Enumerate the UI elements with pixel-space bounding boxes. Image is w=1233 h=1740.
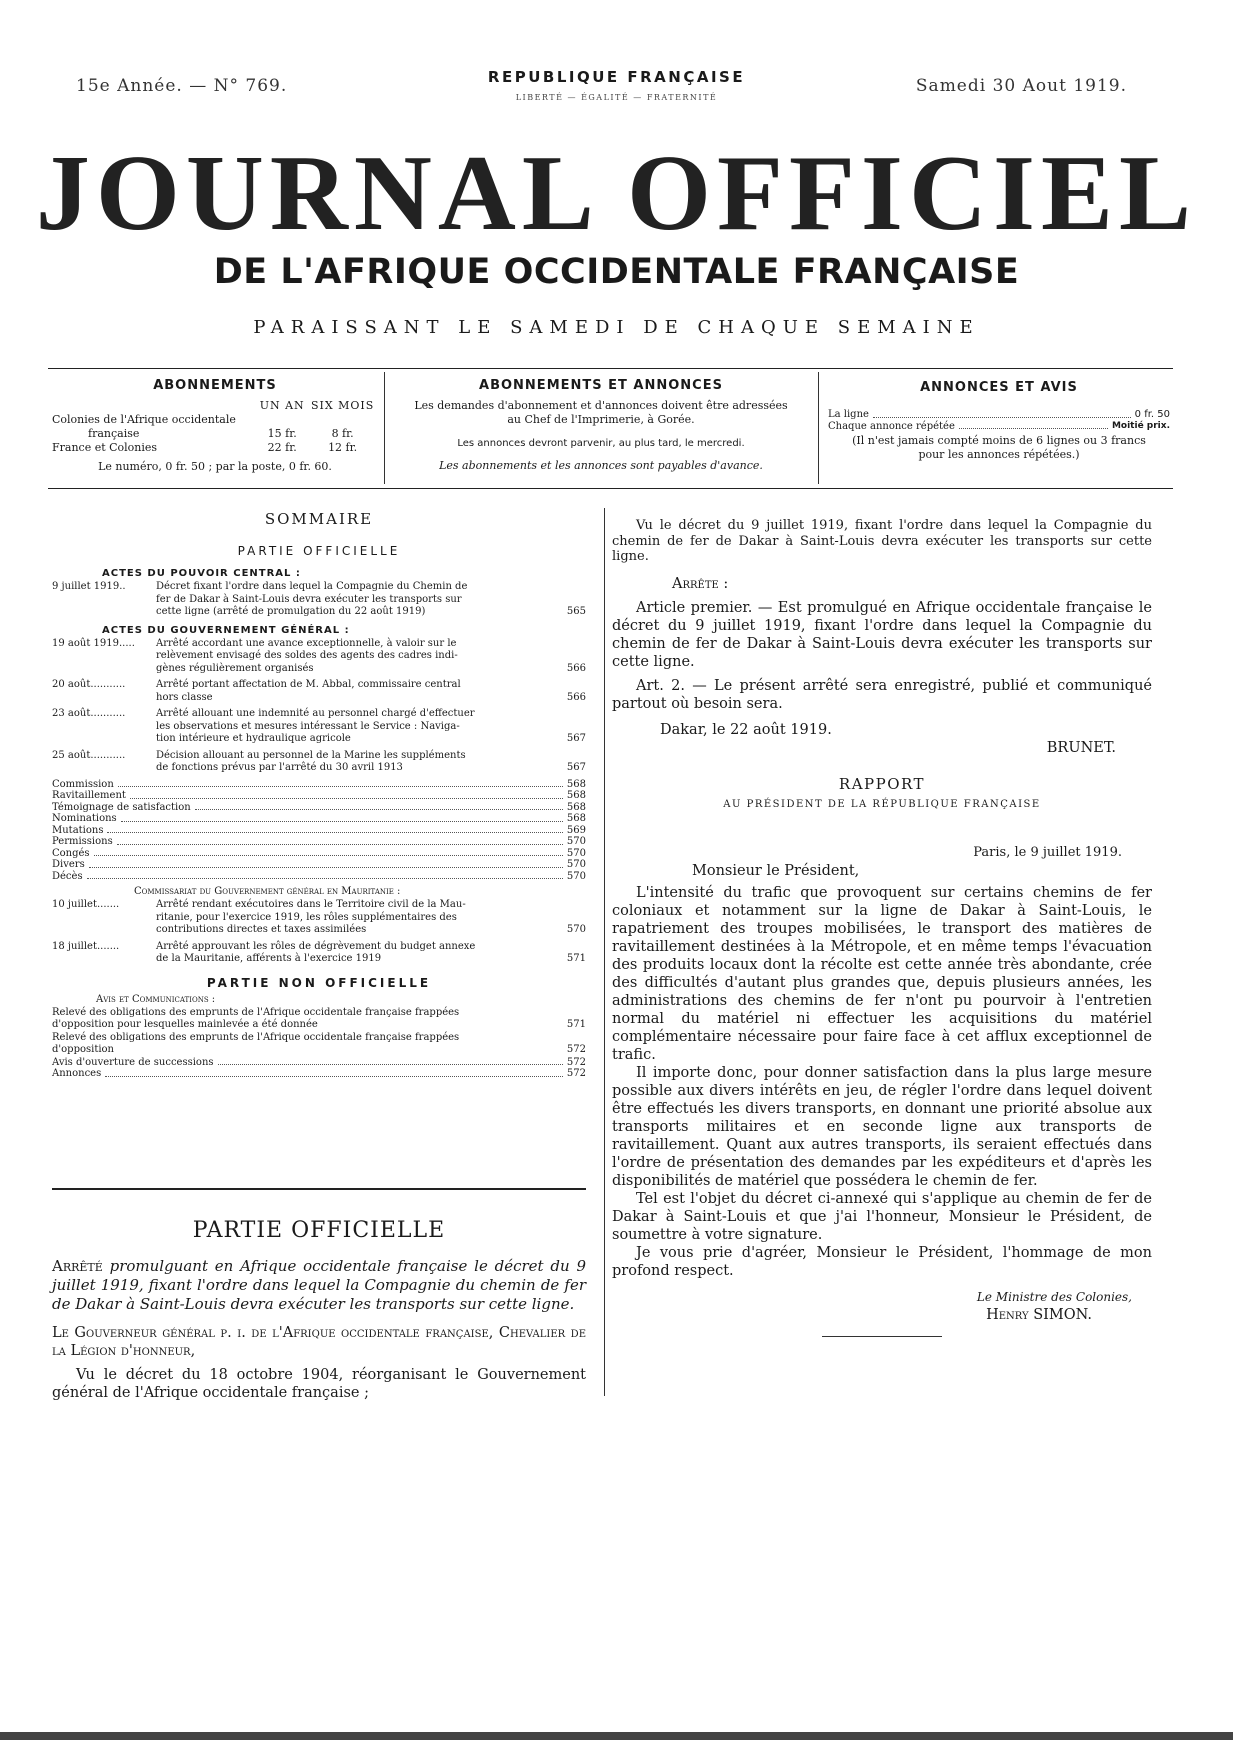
ads-note-1: (Il n'est jamais compté moins de 6 lignes ou 3 francs xyxy=(852,434,1146,447)
journal-title: JOURNAL OFFICIEL xyxy=(35,134,1198,253)
salutation: Monsieur le Président, xyxy=(692,862,860,879)
vu-decree-1919: Vu le décret du 9 juillet 1919, fixant l'ordre dans lequel la Compagnie du chemin de fer de Dakar à Saint-Louis devra exécuter les transports sur cette ligne. xyxy=(612,518,1152,564)
sommaire-bottom-rule xyxy=(52,1188,586,1190)
rapport-paragraph-4: Je vous prie d'agréer, Monsieur le Président, l'hommage de mon profond respect. xyxy=(612,1244,1152,1279)
rapport-paragraph-3: Tel est l'objet du décret ci-annexé qui s'applique au chemin de fer de Dakar à Saint-Louis et que j'ai l'honneur, Monsieur le Président, de soumettre à votre signature. xyxy=(612,1190,1152,1243)
right-column xyxy=(612,518,1152,1337)
article-2: Art. 2. — Le présent arrêté sera enregistré, publié et communiqué partout où besoin sera. xyxy=(612,677,1152,712)
toc-line: Décès 570 xyxy=(52,870,586,882)
avis-heading: Avis et Communications : xyxy=(96,993,216,1005)
ads-deadline: Les annonces devront parvenir, au plus tard, le mercredi. xyxy=(457,438,745,449)
toc-line: Commission 568 xyxy=(52,778,586,790)
ads-note-2: pour les annonces répétées.) xyxy=(918,448,1080,461)
rate-year: 15 fr. xyxy=(267,427,297,440)
toc-line: Avis d'ouverture de successions 572 xyxy=(52,1056,586,1068)
republic-motto: LIBERTÉ — ÉGALITÉ — FRATERNITÉ xyxy=(515,93,718,102)
column-divider xyxy=(604,508,605,1396)
paris-date: Paris, le 9 juillet 1919. xyxy=(973,844,1122,860)
edition-number: 15e Année. — N° 769. xyxy=(76,76,288,96)
republic-heading: REPUBLIQUE FRANÇAISE xyxy=(487,68,746,86)
toc-entry: Relevé des obligations des emprunts de l'Afrique occidentale française frappées d'opposition pour lesquelles mainlevée a été donnée 571 xyxy=(52,1006,586,1030)
ads-heading: ANNONCES ET AVIS xyxy=(920,380,1078,395)
nonofficial-part-heading: PARTIE NON OFFICIELLE xyxy=(206,975,432,990)
box-top-rule xyxy=(48,368,1173,369)
toc-line: Nominations 568 xyxy=(52,813,586,824)
payment-note: Les abonnements et les annonces sont payables d'avance. xyxy=(439,459,763,472)
publication-frequency: PARAISSANT LE SAMEDI DE CHAQUE SEMAINE xyxy=(253,317,980,338)
subs-ads-panel xyxy=(392,378,810,473)
article-1: Article premier. — Est promulgué en Afrique occidentale française le décret du 9 juillet 1919, fixant l'ordre dans lequel la Compagnie du chemin de fer de Dakar à Saint-Louis devra exécuter les transports sur cette ligne. xyxy=(612,599,1152,670)
toc-entry: 18 juillet....... Arrêté approuvant les rôles de dégrèvement du budget annexe de la Mauritanie, afférents à l'exercice 1919 571 xyxy=(52,940,586,964)
subscription-rates xyxy=(52,399,378,455)
closing-rule xyxy=(822,1336,942,1337)
rate-six: 12 fr. xyxy=(328,441,358,454)
toc-entry: 19 août 1919..... Arrêté accordant une avance exceptionnelle, à valoir sur le relèvement envisagé des soldes des agents des cadres indi- gènes régulièrement organisés 566 xyxy=(52,637,586,674)
rate-year: 22 fr. xyxy=(267,441,297,454)
repeat-rate: Chaque annonce répétée Moitié prix. xyxy=(828,420,1170,432)
subs-ads-heading: ABONNEMENTS ET ANNONCES xyxy=(479,378,723,393)
sommaire xyxy=(52,510,586,1080)
subscriptions-panel xyxy=(52,378,378,474)
col-six-months: SIX MOIS xyxy=(310,399,375,412)
arrete-title: Arrêté promulguant en Afrique occidentale française le décret du 9 juillet 1919, fixant l'ordre dans lequel la Compagnie du chemin de fer de Dakar à Saint-Louis devra exécuter les transports sur cette ligne. xyxy=(52,1257,586,1313)
box-divider-left xyxy=(384,372,385,484)
rate-label: Colonies de l'Afrique occidentale française xyxy=(52,413,236,440)
minister-title: Le Ministre des Colonies, xyxy=(976,1289,1132,1304)
toc-entry: 20 août........... Arrêté portant affectation de M. Abbal, commissaire central hors classe 566 xyxy=(52,679,586,703)
toc-entry: 10 juillet....... Arrêté rendant exécutoires dans le Territoire civil de la Mau- ritanie, pour l'exercice 1919, les rôles supplémentaires des contributions directes et taxes assimilées 570 xyxy=(52,899,586,935)
minister-name: Henry SIMON. xyxy=(986,1306,1092,1323)
toc-line: Congés 570 xyxy=(52,847,586,859)
toc-line: Divers 570 xyxy=(52,859,586,870)
general-acts-heading: ACTES DU GOUVERNEMENT GÉNÉRAL : xyxy=(102,624,350,636)
toc-entry: Relevé des obligations des emprunts de l'Afrique occidentale française frappées d'opposition 572 xyxy=(52,1031,586,1055)
line-rate: La ligne 0 fr. 50 xyxy=(828,409,1170,420)
toc-line: Ravitaillement 568 xyxy=(52,790,586,801)
rate-six: 8 fr. xyxy=(331,427,354,440)
col-one-year: UN AN xyxy=(259,399,305,412)
rapport-heading: RAPPORT xyxy=(838,774,926,793)
issue-price: Le numéro, 0 fr. 50 ; par la poste, 0 fr. 60. xyxy=(98,460,332,473)
central-acts-heading: ACTES DU POUVOIR CENTRAL : xyxy=(102,568,301,579)
issue-date: Samedi 30 Aout 1919. xyxy=(915,76,1127,96)
signature-brunet: BRUNET. xyxy=(1046,739,1116,756)
subs-ads-line2: au Chef de l'Imprimerie, à Gorée. xyxy=(507,413,695,426)
toc-line: Permissions 570 xyxy=(52,836,586,847)
toc-entry: 25 août........... Décision allouant au personnel de la Marine les suppléments de fonctions prévus par l'arrêté du 30 avril 1913 567 xyxy=(52,749,586,773)
rapport-recipient: AU PRÉSIDENT DE LA RÉPUBLIQUE FRANÇAISE xyxy=(723,798,1041,810)
rapport-paragraph-1: L'intensité du trafic que provoquent sur certains chemins de fer coloniaux et notamment sur la ligne de Dakar à Saint-Louis, le rapatriement des troupes mobilisées, le transport des matières de ravitaillement destinées à la Métropole, et en même temps l'évacuation des produits locaux dont la récolte est cette année très abondante, crée des difficultés d'autant plus grandes que, depuis plusieurs années, les administrations des chemins de fer n'ont pu pourvoir à l'entretien normal du matériel ni effectuer les acquisitions du matériel complémentaire nécessaire pour faire face à cet afflux exceptionnel de trafic. xyxy=(612,884,1152,1063)
dakar-date: Dakar, le 22 août 1919. xyxy=(660,721,832,738)
box-bottom-rule xyxy=(48,488,1173,489)
journal-subtitle: DE L'AFRIQUE OCCIDENTALE FRANÇAISE xyxy=(213,252,1020,292)
ads-panel xyxy=(828,380,1170,462)
box-divider-right xyxy=(818,372,819,484)
arrete-label: Arrête : xyxy=(672,575,729,592)
official-section xyxy=(52,1218,586,1402)
toc-entry: 9 juillet 1919.. Décret fixant l'ordre dans lequel la Compagnie du Chemin de fer de Dakar à Saint-Louis devra exécuter les transports sur cette ligne (arrêté de promulgation du 22 août 1919) 565 xyxy=(52,581,586,617)
governor-line: Le Gouverneur général p. i. de l'Afrique occidentale française, Chevalier de la Légion d'honneur, xyxy=(52,1325,586,1359)
sommaire-title: SOMMAIRE xyxy=(264,510,374,528)
mauritanie-heading: Commissariat du Gouvernement général en Mauritanie : xyxy=(134,886,401,897)
subscriptions-heading: ABONNEMENTS xyxy=(153,378,277,393)
official-section-heading: PARTIE OFFICIELLE xyxy=(192,1218,446,1243)
toc-line: Témoignage de satisfaction 568 xyxy=(52,801,586,813)
official-part-heading: PARTIE OFFICIELLE xyxy=(237,544,401,558)
toc-line: Annonces 572 xyxy=(52,1068,586,1079)
scan-bottom-edge xyxy=(0,1732,1233,1740)
rapport-paragraph-2: Il importe donc, pour donner satisfaction dans la plus large mesure possible aux divers intérêts en jeu, de régler l'ordre dans lequel doivent être effectués les divers transports, en donnant une priorité absolue aux transports militaires et en seconde ligne aux transports de ravitaillement. Quant aux autres transports, ils seraient effectués dans l'ordre de présentation des demandes par les expéditeurs et d'après les disponibilités de matériel que possédera le chemin de fer. xyxy=(612,1064,1152,1189)
rate-label: France et Colonies xyxy=(52,441,158,454)
subs-ads-line1: Les demandes d'abonnement et d'annonces doivent être adressées xyxy=(414,399,788,412)
toc-entry: 23 août........... Arrêté allouant une indemnité au personnel chargé d'effectuer les observations et mesures intéressant le Service : Naviga- tion intérieure et hydraulique agricole 567 xyxy=(52,708,586,744)
toc-simple-list xyxy=(52,779,586,883)
vu-decree-1904: Vu le décret du 18 octobre 1904, réorganisant le Gouvernement général de l'Afrique occidentale française ; xyxy=(52,1367,586,1401)
toc-line: Mutations 569 xyxy=(52,824,586,836)
